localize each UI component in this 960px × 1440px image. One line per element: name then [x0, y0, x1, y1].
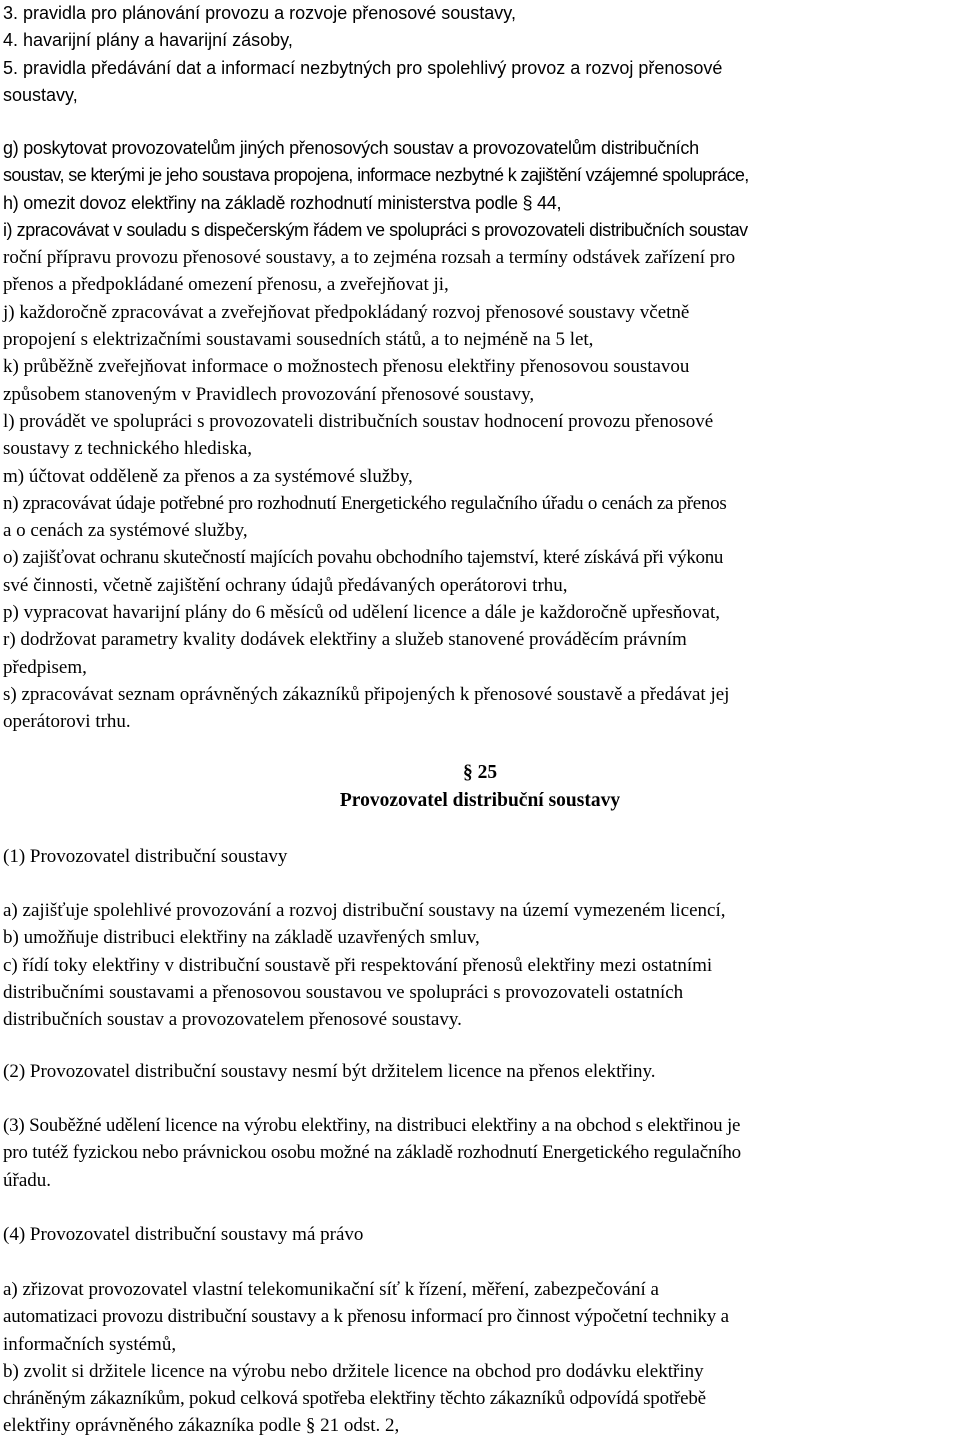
- item-line: b) zvolit si držitele licence na výrobu nebo držitele licence na obchod pro dodávku elektřiny: [3, 1360, 704, 1382]
- item-line: a) zřizovat provozovatel vlastní telekomunikační síť k řízení, měření, zabezpečování a: [3, 1279, 659, 1300]
- duty-line: soustav, se kterými je jeho soustava propojena, informace nezbytné k zajištění vzájemné spolupráce,: [3, 165, 749, 186]
- item-line: a) zajišťuje spolehlivé provozování a rozvoj distribuční soustavy na území vymezeném licencí,: [3, 900, 726, 921]
- duty-line: i) zpracovávat v souladu s dispečerským řádem ve spolupráci s provozovateli distribučních soustav: [3, 219, 748, 240]
- paragraph-3-line: úřadu.: [3, 1169, 52, 1191]
- duty-line: soustavy z technického hlediska,: [3, 438, 253, 460]
- list-item-5: 5. pravidla předávání dat a informací nezbytných pro spolehlivý provoz a rozvoj přenosové: [3, 57, 723, 78]
- paragraph-4: [3, 1221, 363, 1248]
- list-item-5-continued: soustavy,: [3, 84, 78, 105]
- duty-line: m) účtovat odděleně za přenos a za systémové služby,: [3, 465, 413, 487]
- paragraph-3: [3, 1112, 741, 1194]
- section-title: Provozovatel distribuční soustavy: [339, 790, 621, 811]
- numbered-list: [3, 0, 722, 109]
- duty-line: roční přípravu provozu přenosové soustavy, a to zejména rozsah a termíny odstávek zařízení pro: [3, 247, 736, 269]
- duty-line: k) průběžně zveřejňovat informace o možnostech přenosu elektřiny přenosovou soustavou: [3, 356, 690, 378]
- paragraph-2: [3, 1058, 656, 1085]
- section-number: § 25: [462, 762, 498, 783]
- duty-line: n) zpracovávat údaje potřebné pro rozhodnutí Energetického regulačního úřadu o cenách za přenos: [3, 492, 727, 514]
- paragraph-1-intro: (1) Provozovatel distribuční soustavy: [3, 846, 288, 867]
- paragraph-2-text: (2) Provozovatel distribuční soustavy nesmí být držitelem licence na přenos elektřiny.: [3, 1061, 656, 1082]
- paragraph-3-line: pro tutéž fyzickou nebo právnickou osobu možné na základě rozhodnutí Energetického regulačního: [3, 1142, 741, 1164]
- duty-line: operátorovi trhu.: [3, 711, 131, 733]
- item-line: chráněným zákazníkům, pokud celková spotřeba elektřiny těchto zákazníků odpovídá spotřebě: [3, 1388, 706, 1410]
- duty-line: p) vypracovat havarijní plány do 6 měsíců od udělení licence a dále je každoročně upřesňovat,: [3, 602, 720, 624]
- item-line: c) řídí toky elektřiny v distribuční soustavě při respektování přenosů elektřiny mezi ostatními: [3, 954, 713, 976]
- item-line: informačních systémů,: [3, 1333, 177, 1355]
- item-line: elektřiny oprávněného zákazníka podle § 21 odst. 2,: [3, 1415, 400, 1437]
- list-item-4: 4. havarijní plány a havarijní zásoby,: [3, 30, 293, 51]
- duties-list: [3, 135, 749, 736]
- item-line: distribučními soustavami a přenosovou soustavou ve spolupráci s provozovateli ostatních: [3, 981, 684, 1003]
- paragraph-3-line: (3) Souběžné udělení licence na výrobu elektřiny, na distribuci elektřiny a na obchod s elektřinou je: [3, 1115, 741, 1136]
- duty-line: o) zajišťovat ochranu skutečností majících povahu obchodního tajemství, které získává při výkonu: [3, 547, 724, 569]
- list-item-3: 3. pravidla pro plánování provozu a rozvoje přenosové soustavy,: [3, 3, 516, 23]
- paragraph-4-items: [3, 1276, 729, 1440]
- duty-line: své činnosti, včetně zajištění ochrany údajů předávaných operátorovi trhu,: [3, 574, 568, 596]
- duty-line: l) provádět ve spolupráci s provozovateli distribučních soustav hodnocení provozu přenosové: [3, 410, 714, 432]
- duty-line: r) dodržovat parametry kvality dodávek elektřiny a služeb stanovené prováděcím právním: [3, 629, 687, 651]
- paragraph-1-items: [3, 897, 726, 1033]
- duty-line: a o cenách za systémové služby,: [3, 520, 248, 542]
- duty-line: h) omezit dovoz elektřiny na základě rozhodnutí ministerstva podle § 44,: [3, 192, 562, 213]
- duty-line: j) každoročně zpracovávat a zveřejňovat předpokládaný rozvoj přenosové soustavy včetně: [3, 301, 690, 323]
- duty-line: g) poskytovat provozovatelům jiných přenosových soustav a provozovatelům distribučních: [3, 138, 699, 158]
- duty-line: předpisem,: [3, 656, 87, 678]
- paragraph-4-intro: (4) Provozovatel distribuční soustavy má právo: [3, 1224, 364, 1245]
- item-line: b) umožňuje distribuci elektřiny na základě uzavřených smluv,: [3, 927, 480, 949]
- item-line: automatizaci provozu distribuční soustavy a k přenosu informací pro činnost výpočetní techniky a: [3, 1306, 729, 1328]
- duty-line: způsobem stanoveným v Pravidlech provozování přenosové soustavy,: [3, 383, 535, 405]
- paragraph-1: [3, 843, 287, 870]
- duty-line: přenos a předpokládané omezení přenosu, a zveřejňovat ji,: [3, 274, 449, 296]
- duty-line: propojení s elektrizačními soustavami sousedních států, a to nejméně na 5 let,: [3, 329, 594, 351]
- item-line: distribučních soustav a provozovatelem přenosové soustavy.: [3, 1009, 462, 1031]
- duty-line: s) zpracovávat seznam oprávněných zákazníků připojených k přenosové soustavě a předávat jej: [3, 683, 730, 705]
